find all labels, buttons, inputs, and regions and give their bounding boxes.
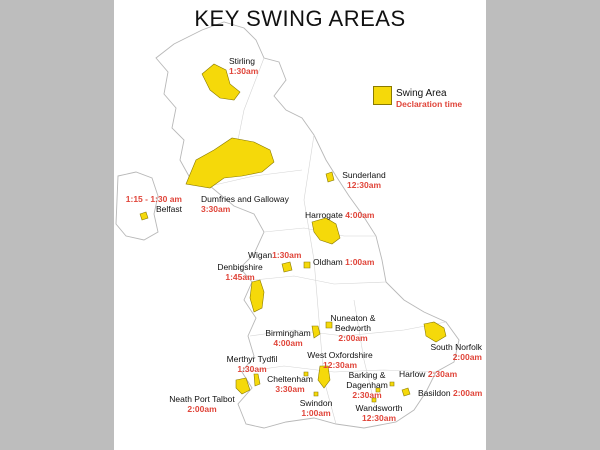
swing-area-oldham	[304, 262, 310, 268]
swing-area-neath	[236, 378, 250, 394]
legend-declaration-time: Declaration time	[396, 99, 463, 109]
label-wigan: Wigan1:30am	[248, 250, 302, 260]
label-nuneaton: Nuneaton & Bedworth 2:00am	[330, 313, 376, 343]
map-title: KEY SWING AREAS	[194, 6, 406, 31]
swing-area-harlow	[390, 382, 394, 386]
label-basildon: Basildon 2:00am	[418, 388, 483, 398]
label-merthyr: Merthyr Tydfil 1:30am	[226, 354, 278, 374]
swing-area-harrogate	[312, 218, 340, 244]
label-dumfries: Dumfries and Galloway 3:30am	[201, 194, 289, 214]
label-cheltenham: Cheltenham 3:30am	[267, 374, 313, 394]
legend-swatch	[373, 86, 392, 105]
label-west-oxfordshire: West Oxfordshire 12:30am	[307, 350, 373, 370]
legend-swing-area: Swing Area	[396, 88, 447, 99]
swing-area-basildon	[402, 388, 410, 396]
label-swindon: Swindon 1:00am	[299, 398, 333, 418]
label-sunderland: Sunderland 12:30am	[342, 170, 386, 190]
label-wandsworth: Wandsworth 12:30am	[355, 403, 403, 423]
label-denbighshire: Denbigshire 1:45am	[217, 262, 263, 282]
swing-area-south-norfolk	[424, 322, 446, 342]
label-harrogate: Harrogate 4:00am	[305, 210, 375, 220]
label-belfast: 1:15 - 1:30 am Belfast	[125, 194, 182, 214]
swing-area-dumfries	[186, 138, 274, 188]
swing-area-denbighshire	[250, 280, 264, 312]
swing-areas	[140, 64, 446, 402]
label-neath: Neath Port Talbot 2:00am	[169, 394, 235, 414]
label-birmingham: Birmingham 4:00am	[265, 328, 311, 348]
label-barking: Barking & Dagenham 2:30am	[346, 370, 388, 400]
swing-area-wigan	[282, 262, 292, 272]
swing-area-sunderland	[326, 172, 334, 182]
map-card	[114, 0, 486, 450]
swing-area-merthyr	[254, 374, 260, 386]
label-harlow: Harlow 2:30am	[399, 369, 458, 379]
label-south-norfolk: South Norfolk 2:00am	[430, 342, 482, 362]
label-oldham: Oldham 1:00am	[313, 257, 375, 267]
label-stirling: Stirling 1:30am	[229, 56, 259, 76]
